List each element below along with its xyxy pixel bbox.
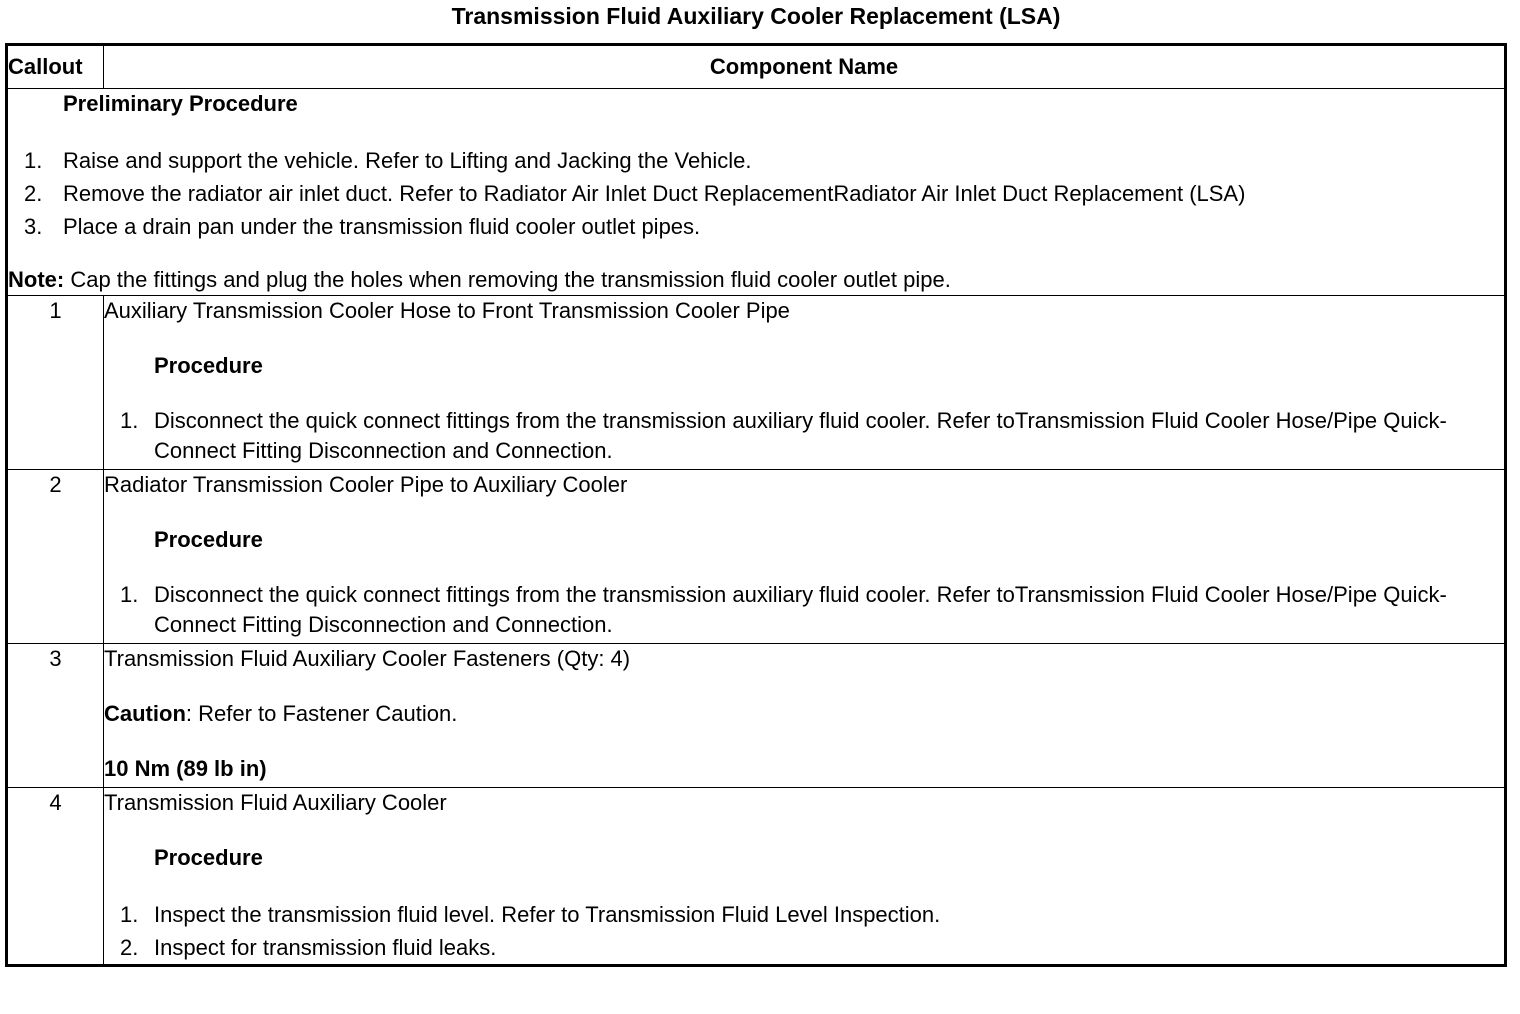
step-number: 1. — [120, 408, 139, 433]
list-item — [8, 144, 1504, 177]
caution-label: Caution — [104, 701, 186, 726]
list-item — [104, 898, 1504, 931]
component-cell — [104, 470, 1506, 644]
component-cell — [104, 644, 1506, 788]
step-text: Raise and support the vehicle. Refer to Lifting and Jacking the Vehicle. — [63, 148, 752, 173]
step-number: 1. — [24, 148, 43, 173]
component-name: Radiator Transmission Cooler Pipe to Auxiliary Cooler — [104, 472, 628, 497]
callout-number: 3 — [7, 644, 104, 788]
list-item — [8, 210, 1504, 243]
step-text: Inspect the transmission fluid level. Refer to Transmission Fluid Level Inspection. — [154, 902, 941, 927]
callout-number: 2 — [7, 470, 104, 644]
step-number: 1. — [120, 582, 139, 607]
component-name: Auxiliary Transmission Cooler Hose to Front Transmission Cooler Pipe — [104, 298, 790, 323]
callout-number: 4 — [7, 788, 104, 966]
note-label: Note: — [8, 267, 65, 292]
table-row — [7, 296, 1506, 470]
callout-number: 1 — [7, 296, 104, 470]
step-text: Remove the radiator air inlet duct. Refer to Radiator Air Inlet Duct ReplacementRadiator Air Inlet Duct Replacement (LSA) — [63, 181, 1246, 206]
table-row — [7, 788, 1506, 966]
procedure-heading: Procedure — [154, 527, 263, 552]
step-text: Disconnect the quick connect fittings from the transmission auxiliary fluid cooler. Refer toTransmission Fluid Cooler Hose/Pipe Quick-Connect Fitting Disconnection and Connection. — [154, 582, 1447, 637]
list-item — [104, 580, 1504, 640]
component-name: Transmission Fluid Auxiliary Cooler Fasteners (Qty: 4) — [104, 646, 631, 671]
list-item — [104, 406, 1504, 466]
step-number: 2. — [120, 935, 139, 960]
list-item — [104, 931, 1504, 964]
procedure-heading: Procedure — [154, 353, 263, 378]
step-text: Place a drain pan under the transmission fluid cooler outlet pipes. — [63, 214, 701, 239]
step-number: 2. — [24, 181, 43, 206]
table-row — [7, 470, 1506, 644]
step-number: 1. — [120, 902, 139, 927]
step-text: Inspect for transmission fluid leaks. — [154, 935, 497, 960]
callout-column-header: Callout — [7, 45, 104, 89]
table-header-row — [7, 45, 1506, 89]
note — [8, 265, 1504, 295]
preliminary-procedure-row — [7, 89, 1506, 296]
procedure-steps-list — [104, 898, 1504, 964]
table-row — [7, 644, 1506, 788]
caution — [104, 699, 1504, 729]
procedure-table — [5, 43, 1507, 967]
procedure-steps-list — [104, 580, 1504, 640]
component-cell — [104, 296, 1506, 470]
component-name-column-header: Component Name — [104, 45, 1506, 89]
component-name: Transmission Fluid Auxiliary Cooler — [104, 790, 447, 815]
step-text: Disconnect the quick connect fittings from the transmission auxiliary fluid cooler. Refer toTransmission Fluid Cooler Hose/Pipe Quick-Connect Fitting Disconnection and Connection. — [154, 408, 1447, 463]
torque-spec: 10 Nm (89 lb in) — [104, 756, 267, 781]
preliminary-procedure-cell — [7, 89, 1506, 296]
step-number: 3. — [24, 214, 43, 239]
preliminary-procedure-heading: Preliminary Procedure — [63, 91, 298, 116]
note-text: Cap the fittings and plug the holes when removing the transmission fluid cooler outlet pipe. — [64, 267, 951, 292]
document-title: Transmission Fluid Auxiliary Cooler Replacement (LSA) — [451, 3, 1061, 29]
component-cell — [104, 788, 1506, 966]
list-item — [8, 177, 1504, 210]
preliminary-steps-list — [8, 144, 1504, 243]
caution-text: : Refer to Fastener Caution. — [185, 701, 458, 726]
procedure-heading: Procedure — [154, 845, 263, 870]
procedure-steps-list — [104, 406, 1504, 466]
